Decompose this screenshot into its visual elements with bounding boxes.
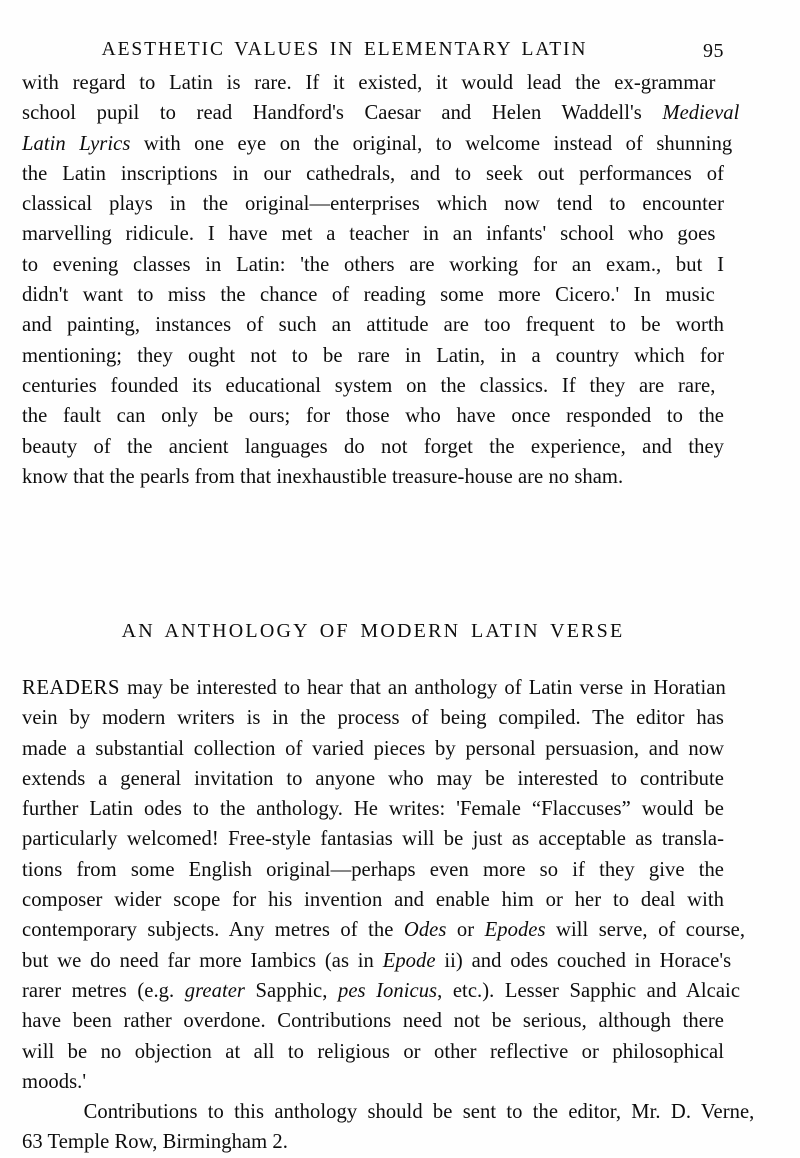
text-line	[22, 673, 724, 703]
line-text: to evening classes in Latin: 'the others are working for an exam., but I	[22, 253, 724, 276]
line-text: contemporary subjects. Any metres of the Odes or Epodes will serve, of course,	[22, 919, 746, 942]
text-line	[22, 371, 724, 401]
line-text: rarer metres (e.g. greater Sapphic, pes Ionicus, etc.). Lesser Sapphic and Alcaic	[22, 979, 741, 1002]
line-text: 63 Temple Row, Birmingham 2.	[22, 1131, 288, 1154]
line-text: tions from some English original—perhaps even more so if they give the	[22, 858, 725, 881]
section-heading: AN ANTHOLOGY OF MODERN LATIN VERSE	[121, 620, 625, 642]
line-text: the Latin inscriptions in our cathedrals, and to seek out performances of	[22, 162, 724, 185]
text-line	[22, 432, 724, 462]
line-text: particularly welcomed! Free-style fantasias will be just as acceptable as transla-	[22, 828, 724, 851]
text-line	[22, 1006, 724, 1036]
text-line	[22, 129, 733, 159]
text-line	[22, 341, 724, 371]
text-line	[22, 1037, 724, 1067]
paragraph-contact	[22, 1097, 755, 1158]
line-text: school pupil to read Handford's Caesar and Helen Waddell's Medieval	[22, 102, 740, 125]
text-line	[22, 976, 741, 1006]
line-text: will be no objection at all to religious or other reflective or philosophical	[22, 1040, 724, 1063]
anthology-notice-body	[22, 673, 755, 1158]
small-caps-opening: READERS	[22, 677, 121, 699]
text-line	[22, 219, 724, 249]
text-line	[22, 1067, 724, 1097]
text-line	[22, 1127, 724, 1157]
text-line	[22, 915, 746, 945]
line-text: extends a general invitation to anyone who may be interested to contribute	[22, 767, 724, 790]
line-text: and painting, instances of such an attitude are too frequent to be worth	[22, 314, 724, 337]
line-text: moods.'	[22, 1070, 87, 1093]
text-line	[22, 734, 724, 764]
line-text: mentioning; they ought not to be rare in Latin, in a country which for	[22, 344, 724, 367]
text-line	[22, 159, 724, 189]
line-text: the fault can only be ours; for those who have once responded to the	[22, 405, 724, 428]
paragraph-anthology	[22, 673, 746, 1097]
text-line	[22, 250, 724, 280]
running-head	[22, 38, 724, 64]
text-line	[22, 462, 724, 492]
line-text: classical plays in the original—enterprises which now tend to encounter	[22, 193, 724, 216]
line-text: but we do need far more Iambics (as in Epode ii) and odes couched in Horace's	[22, 949, 732, 972]
text-line	[22, 794, 724, 824]
page-number: 95	[703, 40, 724, 62]
text-line	[22, 98, 740, 128]
text-line	[22, 855, 724, 885]
line-text: centuries founded its educational system on the classics. If they are rare,	[22, 374, 716, 397]
line-text: vein by modern writers is in the process of being compiled. The editor has	[22, 707, 724, 730]
running-head-title: AESTHETIC VALUES IN ELEMENTARY LATIN	[101, 39, 588, 60]
line-text: Contributions to this anthology should be sent to the editor, Mr. D. Verne,	[22, 1101, 755, 1124]
paragraph-continued	[22, 68, 740, 492]
text-line	[22, 68, 724, 98]
line-text: composer wider scope for his invention and enable him or her to deal with	[22, 889, 724, 912]
line-text: didn't want to miss the chance of reading some more Cicero.' In music	[22, 284, 715, 307]
article-continued-body	[22, 68, 740, 492]
line-text: READERS may be interested to hear that an anthology of Latin verse in Horatian	[22, 677, 726, 699]
line-text: further Latin odes to the anthology. He writes: 'Female “Flaccuses” would be	[22, 798, 724, 821]
line-text: with regard to Latin is rare. If it existed, it would lead the ex-grammar	[22, 72, 716, 94]
text-line	[22, 1097, 755, 1127]
line-text: made a substantial collection of varied pieces by personal persuasion, and now	[22, 737, 724, 760]
line-text: know that the pearls from that inexhaustible treasure-house are no sham.	[22, 465, 624, 488]
text-line	[22, 764, 724, 794]
line-text: marvelling ridicule. I have met a teacher in an infants' school who goes	[22, 223, 716, 246]
text-line	[22, 703, 724, 733]
text-line	[22, 401, 724, 431]
text-line	[22, 946, 732, 976]
text-line	[22, 280, 724, 310]
text-line	[22, 189, 724, 219]
line-text: Latin Lyrics with one eye on the original, to welcome instead of shunning	[22, 132, 733, 155]
text-line	[22, 885, 724, 915]
text-line	[22, 824, 724, 854]
line-text: beauty of the ancient languages do not forget the experience, and they	[22, 435, 724, 458]
text-line	[22, 310, 724, 340]
line-text: have been rather overdone. Contributions need not be serious, although there	[22, 1010, 724, 1033]
